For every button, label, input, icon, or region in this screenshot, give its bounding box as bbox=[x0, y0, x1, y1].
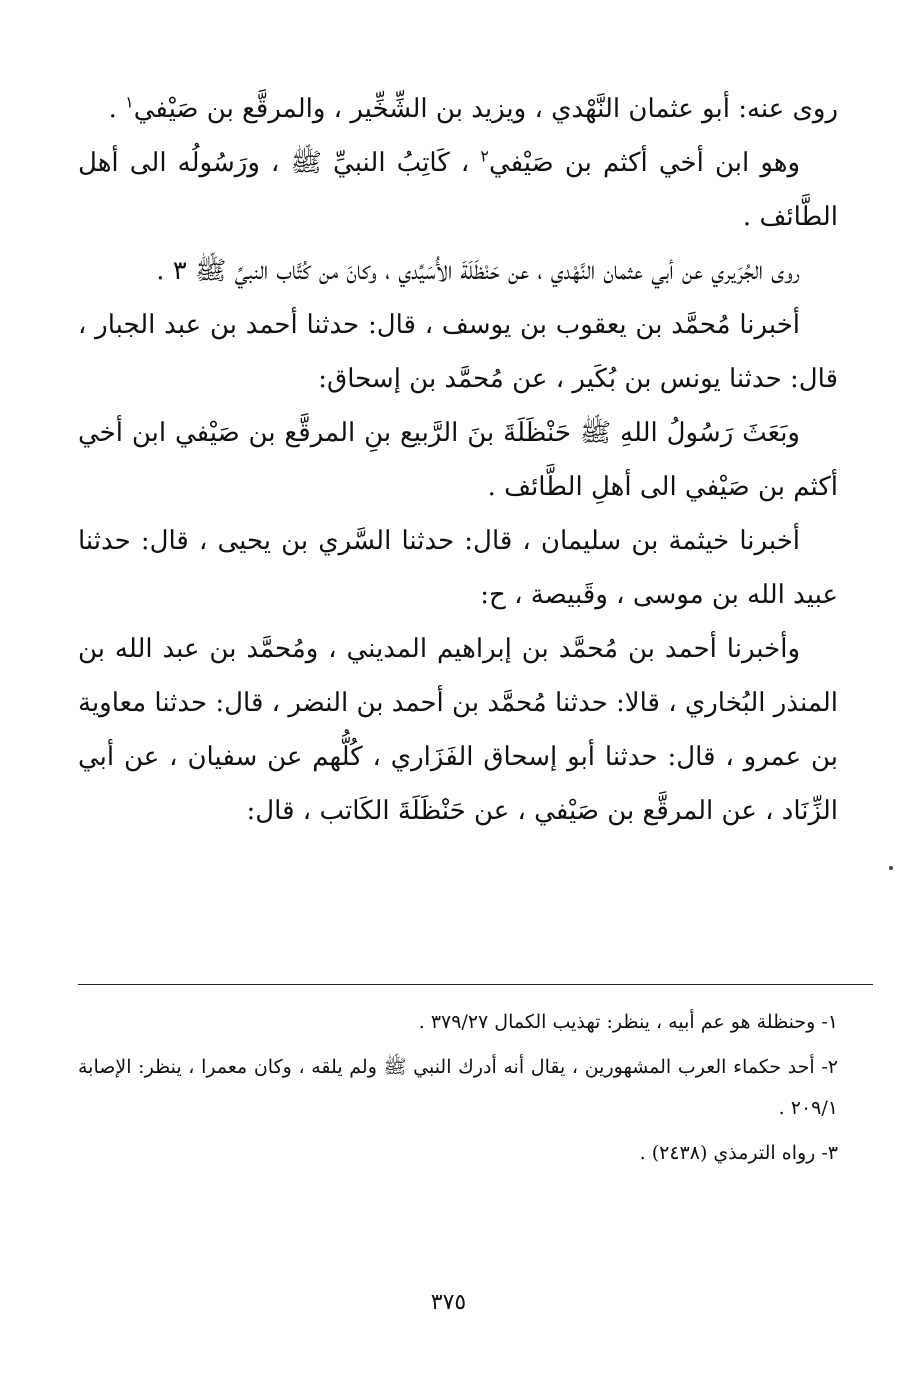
footnote-1: ١- وحنظلة هو عم أبيه ، ينظر: تهذيب الكمال ٣٧٩/٢٧ . bbox=[418, 1011, 838, 1033]
page-number: ٣٧٥ bbox=[430, 1290, 467, 1315]
paragraph-5: وبَعَثَ رَسُولُ اللهِ ﷺ حَنْظَلَةَ بنَ الرَّبيع بنِ المرقَّع بن صَيْفي ابن أخي أكثم بن صَيْفي الى أهلِ الطَّائف . bbox=[78, 418, 838, 502]
paragraph-4: أخبرنا مُحمَّد بن يعقوب بن يوسف ، قال: حدثنا أحمد بن عبد الجبار ، قال: حدثنا يونس بن بُكَير ، عن مُحمَّد بن إسحاق: bbox=[78, 310, 838, 394]
paragraph-3: روى الجُرَيري عن أبي عثمان النَّهْدي ، عن حَنْظَلَةَ الأُسَيِّدي ، وكانَ من كُتَّاب النبيِّ ﷺ ٣ . bbox=[156, 256, 800, 286]
paragraph-2: وهو ابن أخي أكثم بن صَيْفي$^٢$ ، كَاتِبُ النبيِّ ﷺ ، ورَسُولُه الى أهل الطَّائف . bbox=[78, 146, 838, 232]
paragraph-6: أخبرنا خيثمة بن سليمان ، قال: حدثنا السَّري بن يحيى ، قال: حدثنا عبيد الله بن موسى ، وقَبيصة ، ح: bbox=[78, 526, 838, 610]
paragraph-7: وأخبرنا أحمد بن مُحمَّد بن إبراهيم المديني ، ومُحمَّد بن عبد الله بن المنذر البُخاري ، قالا: حدثنا مُحمَّد بن أحمد بن النضر ، قال: حدثنا معاوية بن عمرو ، قال: حدثنا أبو إسحاق الفَزَاري ، كُلُّهم عن سفيان ، عن أبي الزِّنَاد ، عن المرقَّع بن صَيْفي ، عن حَنْظَلَةَ الكَاتب ، قال: bbox=[78, 634, 838, 826]
footnote-2: ٢- أحد حكماء العرب المشهورين ، يقال أنه أدرك النبي ﷺ ولم يلقه ، وكان معمرا ، ينظر: الإصابة ٢٠٩/١ . bbox=[78, 1056, 838, 1119]
scan-mark bbox=[889, 866, 893, 870]
footnote-ref-2: ٢ bbox=[480, 146, 489, 166]
paragraph-1: روى عنه: أبو عثمان النَّهْدي ، ويزيد بن الشِّخِّير ، والمرقَّع بن صَيْفي$^١$ . bbox=[108, 92, 838, 124]
footnote-3: ٣- رواه الترمذي (٢٤٣٨) . bbox=[639, 1142, 838, 1164]
footnote-divider bbox=[78, 984, 873, 985]
footnotes bbox=[78, 1002, 838, 1178]
footnote-ref-1: ١ bbox=[125, 92, 134, 112]
main-text bbox=[78, 82, 838, 838]
